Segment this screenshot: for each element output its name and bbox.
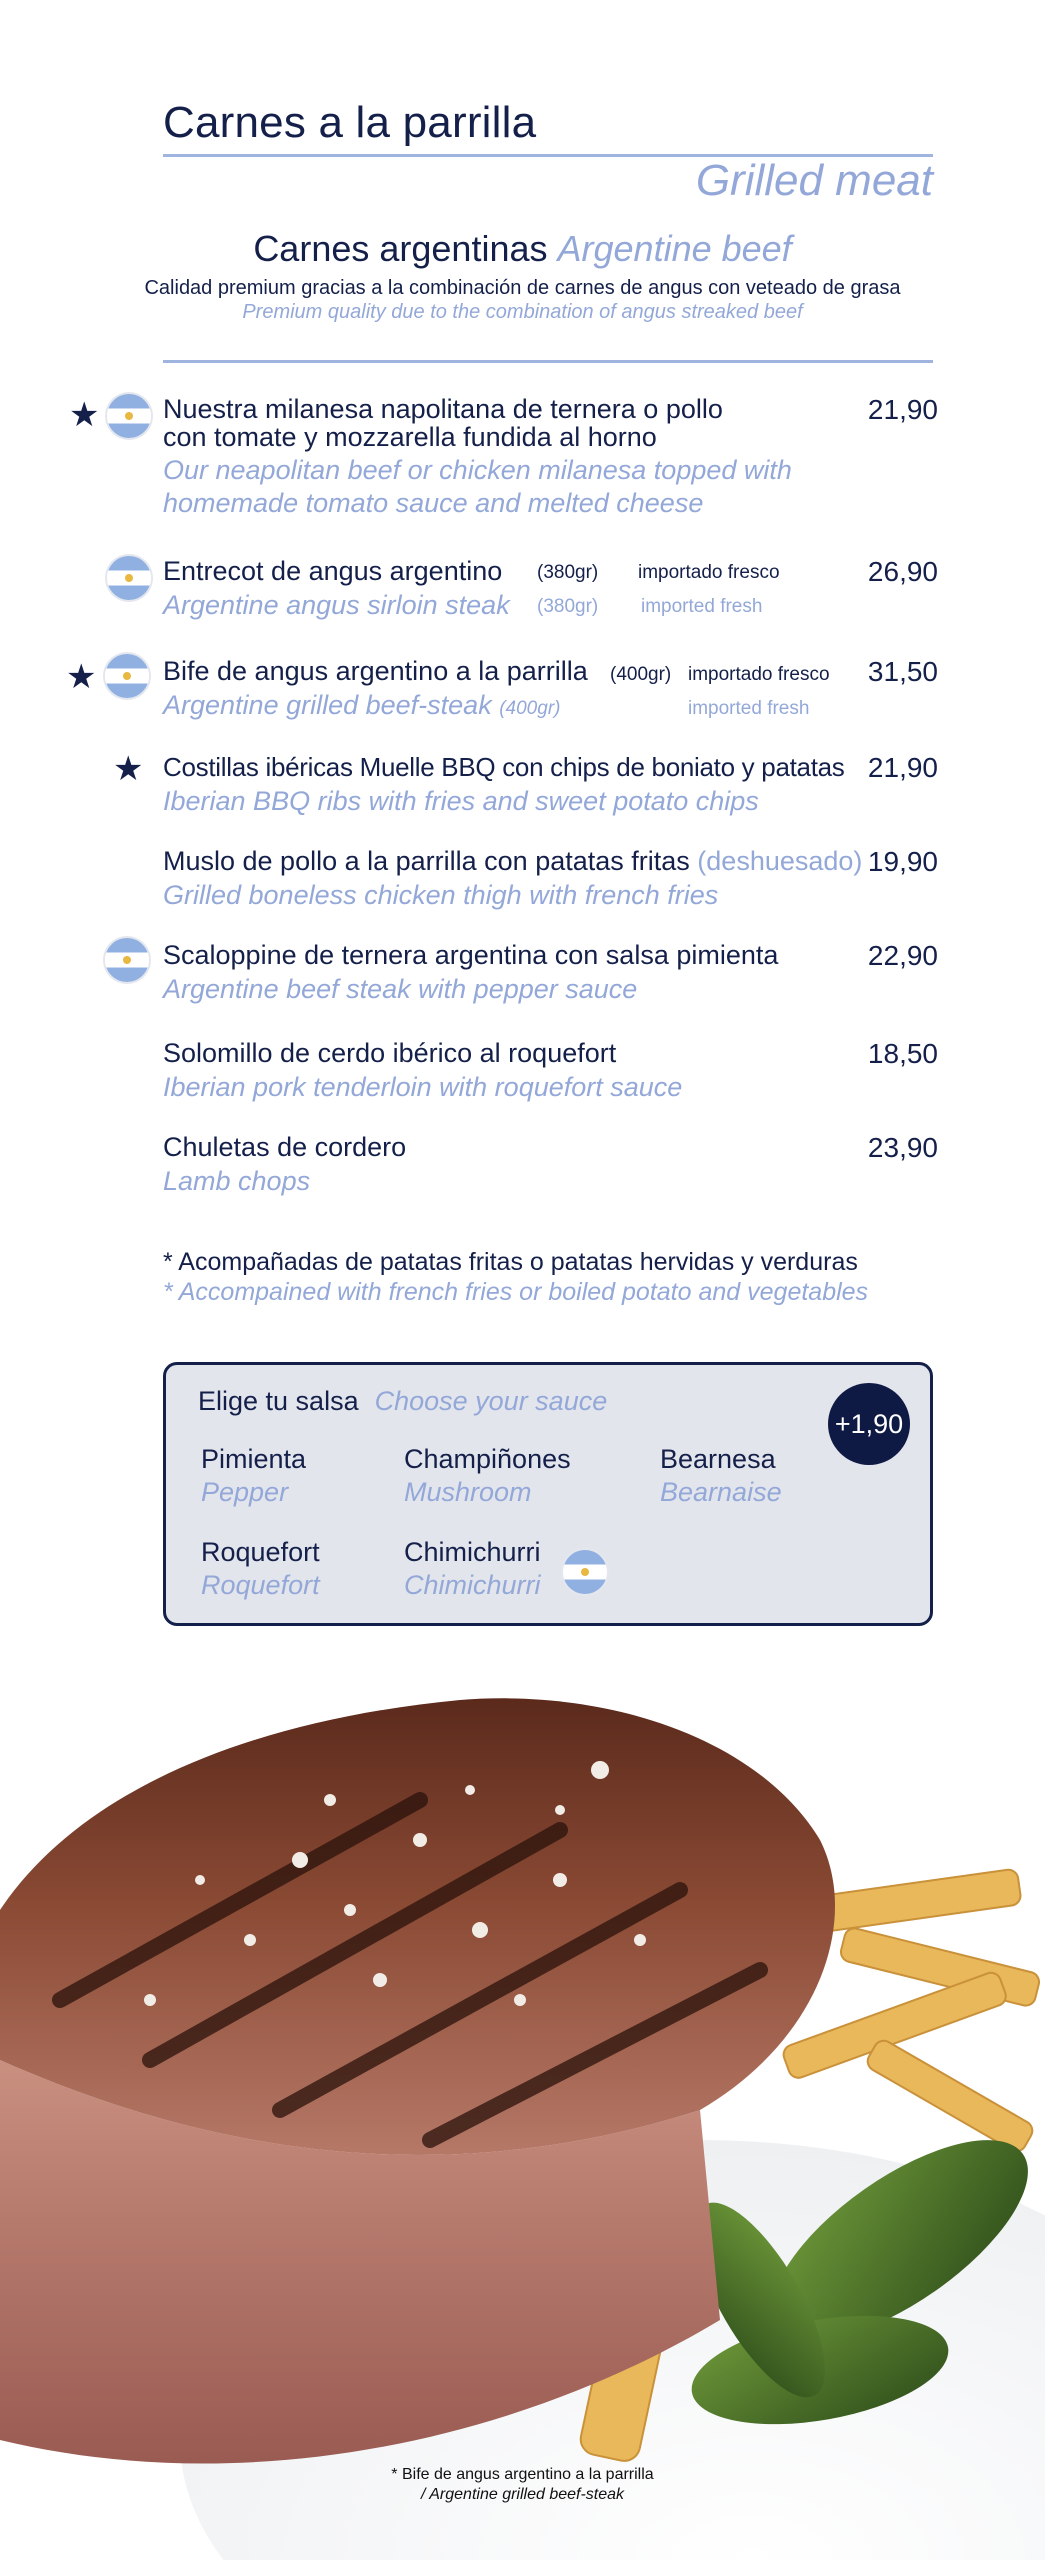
- sauce-option: Chimichurri: [404, 1537, 541, 1567]
- menu-item-name: Chuletas de cordero: [163, 1132, 407, 1162]
- sauce-option: Champiñones: [404, 1444, 571, 1474]
- sauce-option-english: Roquefort: [201, 1570, 320, 1600]
- sauce-option-english: Pepper: [201, 1477, 289, 1507]
- menu-item-english: Grilled boneless chicken thigh with french fries: [163, 880, 719, 910]
- star-icon: ★: [113, 750, 144, 788]
- star-icon: ★: [66, 658, 97, 696]
- menu-item-price: 18,50: [867, 1038, 938, 1069]
- sauce-price-badge: +1,90: [828, 1383, 910, 1465]
- sauce-option: Pimienta: [201, 1444, 307, 1474]
- menu-item-name: Entrecot de angus argentino: [163, 556, 503, 586]
- menu-item-english: Iberian BBQ ribs with fries and sweet potato chips: [163, 786, 759, 816]
- menu-item-price: 23,90: [867, 1132, 938, 1163]
- page-title-english: Grilled meat: [695, 156, 933, 205]
- menu-item-english: Argentine beef steak with pepper sauce: [163, 974, 638, 1004]
- menu-item-price: 22,90: [867, 940, 938, 971]
- menu-item-note: (deshuesado): [697, 846, 863, 876]
- sauce-option: Roquefort: [201, 1537, 320, 1567]
- menu-item-english-line2: homemade tomato sauce and melted cheese: [163, 488, 704, 518]
- menu-item-name: Costillas ibéricas Muelle BBQ con chips de boniato y patatas: [163, 752, 845, 782]
- menu-item-origin-english: imported fresh: [641, 596, 763, 617]
- menu-item-name: Bife de angus argentino a la parrilla: [163, 656, 588, 686]
- argentina-flag-icon: [563, 1550, 607, 1594]
- menu-item-price: 19,90: [867, 846, 938, 877]
- menu-item-name: Nuestra milanesa napolitana de ternera o pollo: [163, 394, 723, 424]
- sauce-option-english: Bearnaise: [660, 1477, 782, 1507]
- menu-item-name: Scaloppine de ternera argentina con salsa pimienta: [163, 940, 779, 970]
- menu-item-english: Iberian pork tenderloin with roquefort sauce: [163, 1072, 683, 1102]
- menu-item-weight-english: (380gr): [537, 596, 599, 617]
- menu-item-price: 26,90: [867, 556, 938, 587]
- sauce-box-title: Elige tu salsa Choose your sauce: [198, 1386, 608, 1416]
- menu-item-name-line2: con tomate y mozzarella fundida al horno: [163, 422, 657, 452]
- menu-item-price: 31,50: [867, 656, 938, 687]
- side-dish-note-english: * Accompained with french fries or boiled potato and vegetables: [163, 1278, 869, 1306]
- menu-item-english: Our neapolitan beef or chicken milanesa topped with: [163, 455, 792, 485]
- argentina-flag-icon: [107, 394, 151, 438]
- argentina-flag-icon: [107, 556, 151, 600]
- section-subtitle-english: Premium quality due to the combination of angus streaked beef: [242, 301, 803, 323]
- page-title: Carnes a la parrilla: [163, 98, 537, 147]
- menu-item-english: Lamb chops: [163, 1166, 311, 1196]
- menu-item-english: Argentine angus sirloin steak: [163, 590, 510, 620]
- argentina-flag-icon: [105, 654, 149, 698]
- menu-item-origin-english: imported fresh: [688, 698, 810, 719]
- menu-item-origin: importado fresco: [688, 664, 830, 685]
- menu-item-weight-english: (400gr): [499, 698, 561, 719]
- menu-item-price: 21,90: [867, 752, 938, 783]
- sauce-option-english: Mushroom: [404, 1477, 532, 1507]
- menu-item-price: 21,90: [867, 394, 938, 425]
- argentina-flag-icon: [105, 938, 149, 982]
- section-divider: [163, 360, 933, 363]
- sauce-option-english: Chimichurri: [404, 1570, 541, 1600]
- section-subtitle: Calidad premium gracias a la combinación de carnes de angus con veteado de grasa: [144, 277, 901, 299]
- steak-illustration: [0, 1680, 1045, 2560]
- photo-caption-english: / Argentine grilled beef-steak: [420, 2486, 625, 2503]
- section-heading: [0, 228, 1045, 270]
- side-dish-note: * Acompañadas de patatas fritas o patatas hervidas y verduras: [163, 1248, 858, 1276]
- menu-item-weight: (380gr): [537, 562, 599, 583]
- menu-item-english: Argentine grilled beef-steak (400gr): [163, 690, 561, 720]
- menu-item-origin: importado fresco: [638, 562, 780, 583]
- section-heading-en: Argentine beef: [557, 228, 792, 269]
- menu-item-name: Muslo de pollo a la parrilla con patatas fritas (deshuesado): [163, 846, 863, 876]
- menu-item-name: Solomillo de cerdo ibérico al roquefort: [163, 1038, 617, 1068]
- photo-caption: * Bife de angus argentino a la parrilla: [391, 2466, 654, 2483]
- steak-photo: [0, 1680, 1045, 2560]
- star-icon: ★: [69, 396, 100, 434]
- menu-item-weight: (400gr): [610, 664, 672, 685]
- section-heading-es: Carnes argentinas: [253, 228, 548, 269]
- sauce-option: Bearnesa: [660, 1444, 776, 1474]
